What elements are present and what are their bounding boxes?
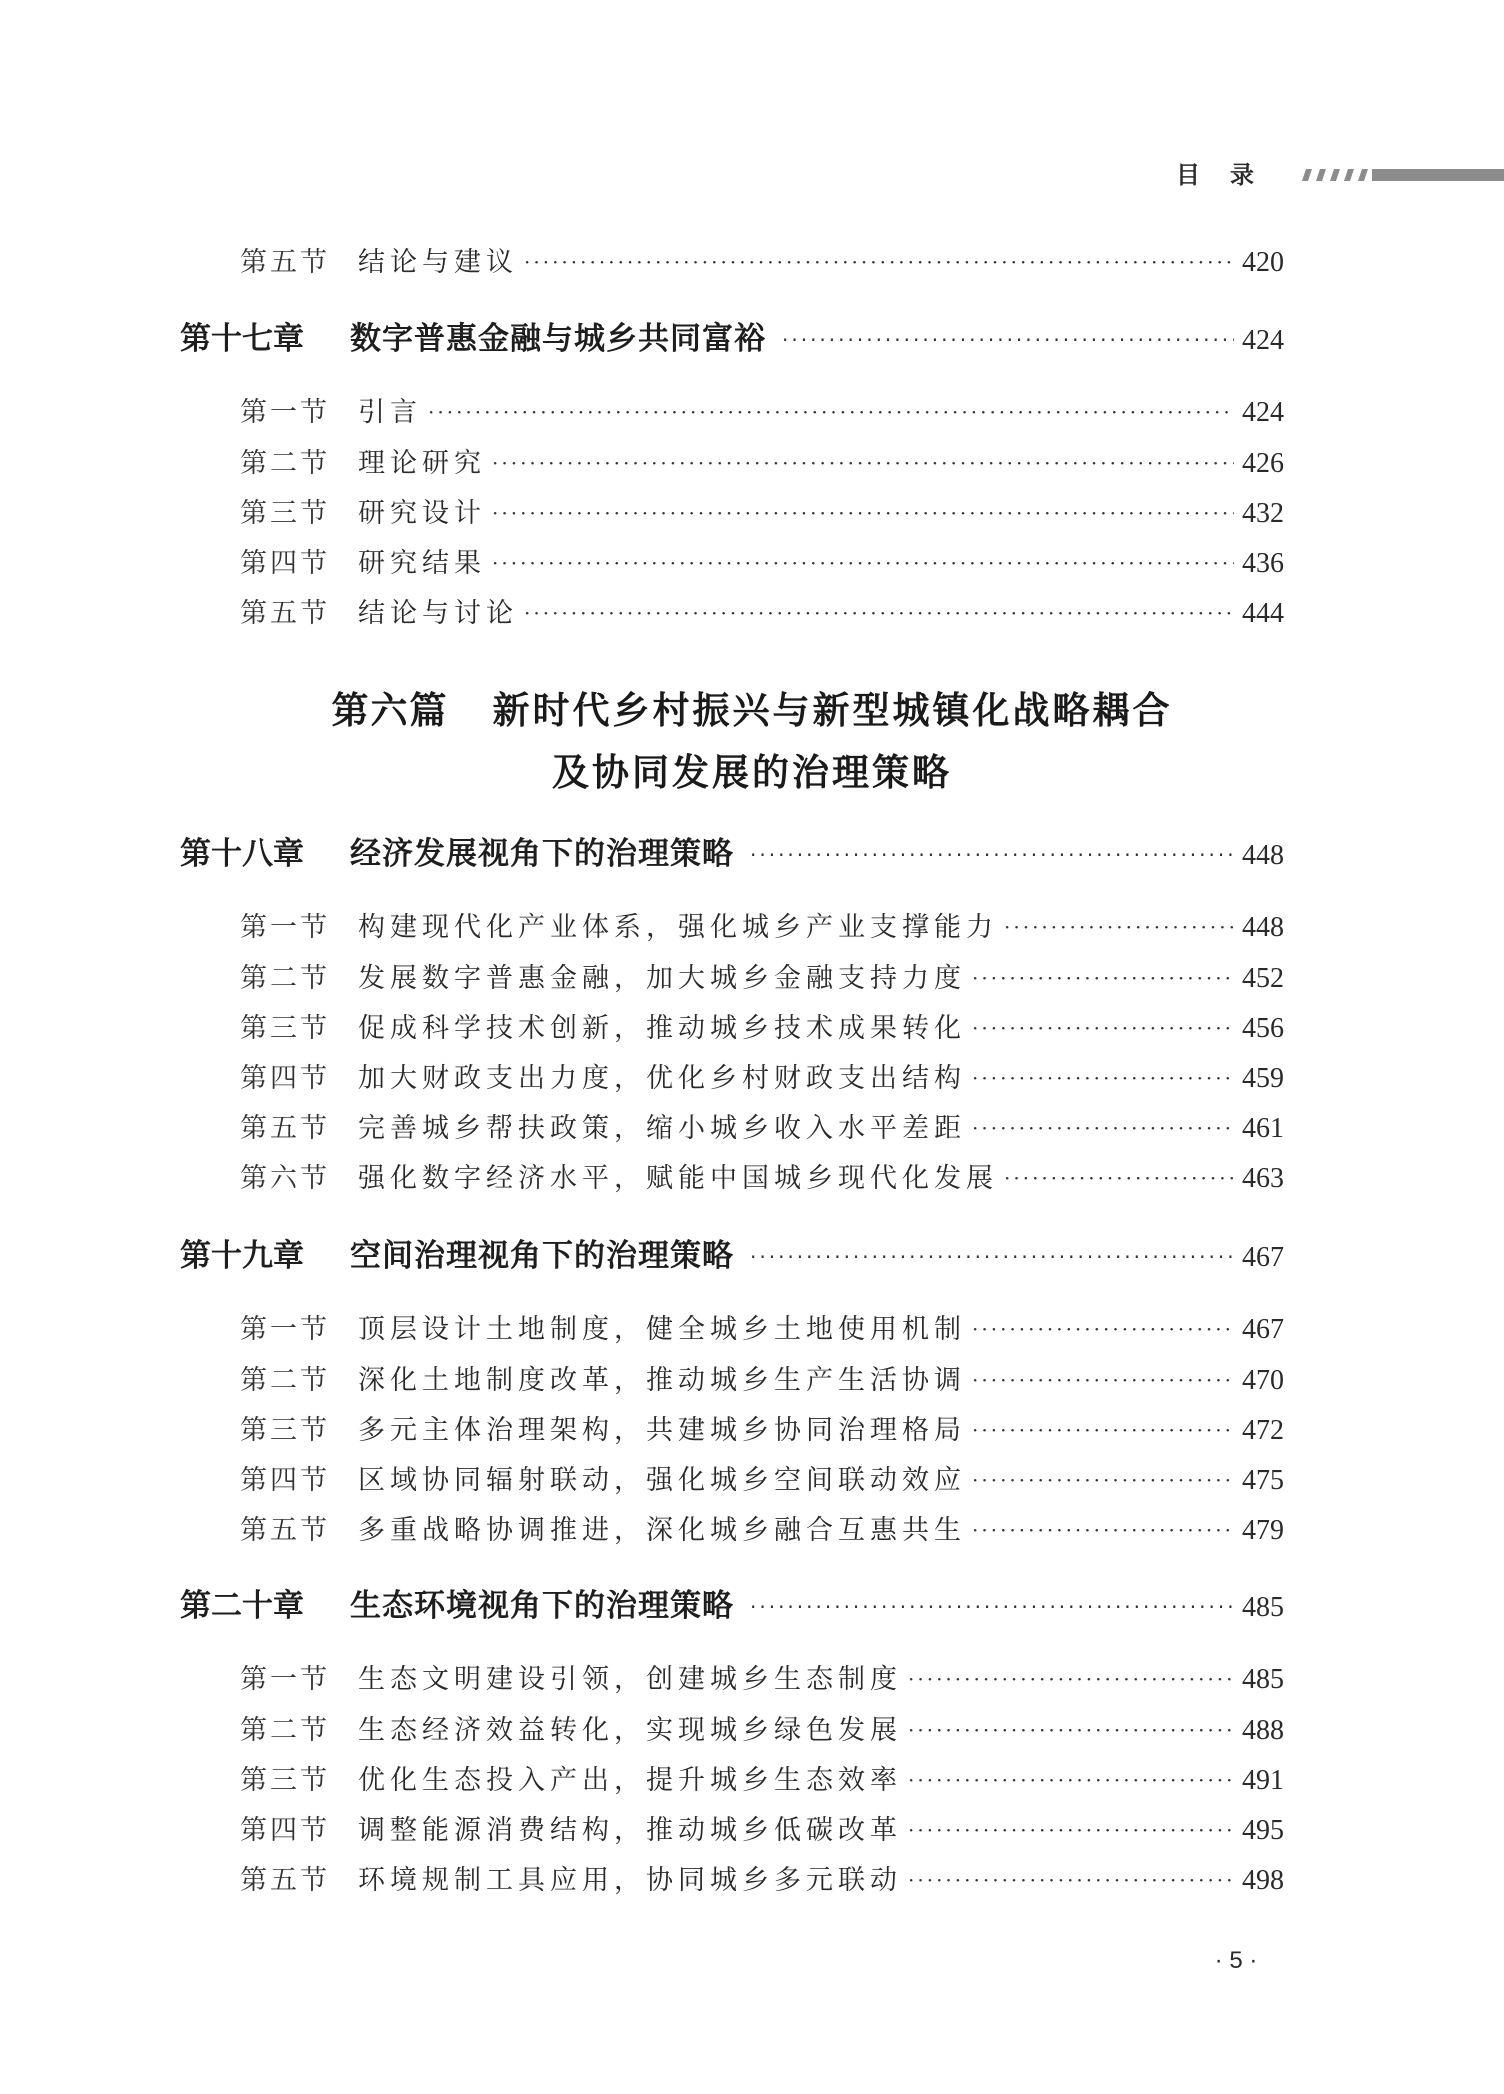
dot-leader (524, 601, 1234, 625)
dot-leader (972, 1368, 1234, 1392)
page-ref: 470 (1242, 1365, 1284, 1396)
section-title: 完善城乡帮扶政策，缩小城乡收入水平差距 (358, 1113, 966, 1144)
section-number: 第二节 (240, 448, 330, 479)
toc-section-row[interactable] (240, 1307, 1284, 1347)
page-ref: 485 (1242, 1592, 1284, 1623)
page-ref: 467 (1242, 1314, 1284, 1345)
chapter-number: 第十九章 (180, 1238, 304, 1274)
section-number: 第三节 (240, 1765, 330, 1796)
toc-section-row[interactable] (240, 905, 1284, 945)
dot-leader (1004, 915, 1234, 939)
section-title: 优化生态投入产出，提升城乡生态效率 (358, 1765, 902, 1796)
page-ref: 456 (1242, 1013, 1284, 1044)
page-ref: 479 (1242, 1515, 1284, 1546)
chapter-number: 第十七章 (180, 321, 304, 357)
dot-leader (972, 1418, 1234, 1442)
page-ref: 448 (1242, 840, 1284, 871)
page-ref: 424 (1242, 397, 1284, 428)
dot-leader (492, 451, 1234, 475)
chapter-title: 生态环境视角下的治理策略 (350, 1588, 734, 1624)
section-title: 顶层设计土地制度，健全城乡土地使用机制 (358, 1314, 966, 1345)
toc-section-row[interactable] (240, 591, 1284, 631)
toc-chapter-row[interactable] (180, 828, 1284, 874)
section-number: 第二节 (240, 1365, 330, 1396)
part-number: 第六篇 (331, 689, 449, 732)
section-number: 第一节 (240, 1314, 330, 1345)
toc-section-row[interactable] (240, 441, 1284, 481)
toc-chapter-row[interactable] (180, 1580, 1284, 1626)
toc-section-row[interactable] (240, 1056, 1284, 1096)
dot-leader (750, 1595, 1234, 1619)
part-heading-line1 (0, 680, 1504, 734)
section-title: 多元主体治理架构，共建城乡协同治理格局 (358, 1415, 966, 1446)
dot-leader (972, 1468, 1234, 1492)
page-ref: 495 (1242, 1815, 1284, 1846)
page-ref: 432 (1242, 498, 1284, 529)
section-title: 区域协同辐射联动，强化城乡空间联动效应 (358, 1465, 966, 1496)
page-ref: 463 (1242, 1163, 1284, 1194)
page-ref: 461 (1242, 1113, 1284, 1144)
section-number: 第三节 (240, 1013, 330, 1044)
section-title: 构建现代化产业体系，强化城乡产业支撑能力 (358, 912, 998, 943)
toc-section-row[interactable] (240, 390, 1284, 430)
section-title: 调整能源消费结构，推动城乡低碳改革 (358, 1815, 902, 1846)
section-title: 促成科学技术创新，推动城乡技术成果转化 (358, 1013, 966, 1044)
page-ref: 452 (1242, 963, 1284, 994)
dot-leader (750, 1245, 1234, 1269)
section-number: 第六节 (240, 1163, 330, 1194)
section-title: 加大财政支出力度，优化乡村财政支出结构 (358, 1063, 966, 1094)
page-ref: 475 (1242, 1465, 1284, 1496)
toc-section-row[interactable] (240, 1657, 1284, 1697)
section-title: 强化数字经济水平，赋能中国城乡现代化发展 (358, 1163, 998, 1194)
section-number: 第一节 (240, 1664, 330, 1695)
page-number: · 5 · (1214, 1947, 1258, 1974)
dot-leader (782, 328, 1234, 352)
toc-section-row[interactable] (240, 541, 1284, 581)
dot-leader (972, 1317, 1234, 1341)
toc-section-row[interactable] (240, 1006, 1284, 1046)
toc-chapter-row[interactable] (180, 1230, 1284, 1276)
dot-leader (972, 1518, 1234, 1542)
section-number: 第五节 (240, 1515, 330, 1546)
page-ref: 472 (1242, 1415, 1284, 1446)
toc-section-row[interactable] (240, 491, 1284, 531)
toc-section-row[interactable] (240, 1408, 1284, 1448)
page-ref: 491 (1242, 1765, 1284, 1796)
toc-section-row[interactable] (240, 1858, 1284, 1898)
section-number: 第一节 (240, 397, 330, 428)
dot-leader (1004, 1166, 1234, 1190)
section-number: 第四节 (240, 548, 330, 579)
dot-leader (492, 551, 1234, 575)
header-title: 目录 (1176, 161, 1284, 189)
section-number: 第二节 (240, 1715, 330, 1746)
toc-section-row[interactable] (240, 1808, 1284, 1848)
section-title: 理论研究 (358, 448, 486, 479)
dot-leader (972, 1066, 1234, 1090)
page-ref: 448 (1242, 912, 1284, 943)
dot-leader (492, 501, 1234, 525)
page-ref: 426 (1242, 448, 1284, 479)
toc-section-row[interactable] (240, 1156, 1284, 1196)
dot-leader (524, 250, 1234, 274)
section-number: 第五节 (240, 247, 330, 278)
toc-section-row[interactable] (240, 240, 1284, 280)
part-title-line2: 及协同发展的治理策略 (552, 751, 952, 794)
section-title: 深化土地制度改革，推动城乡生产生活协调 (358, 1365, 966, 1396)
dot-leader (908, 1667, 1234, 1691)
section-number: 第四节 (240, 1063, 330, 1094)
toc-chapter-row[interactable] (180, 313, 1284, 359)
section-number: 第五节 (240, 1113, 330, 1144)
dot-leader (908, 1818, 1234, 1842)
dot-leader (750, 843, 1234, 867)
toc-section-row[interactable] (240, 1106, 1284, 1146)
dot-leader (972, 1116, 1234, 1140)
page-ref: 436 (1242, 548, 1284, 579)
part-title-line1: 新时代乡村振兴与新型城镇化战略耦合 (492, 689, 1173, 732)
section-number: 第三节 (240, 498, 330, 529)
toc-section-row[interactable] (240, 1758, 1284, 1798)
section-number: 第一节 (240, 912, 330, 943)
dot-leader (428, 400, 1234, 424)
section-title: 生态文明建设引领，创建城乡生态制度 (358, 1664, 902, 1695)
page-ref: 498 (1242, 1865, 1284, 1896)
section-number: 第四节 (240, 1465, 330, 1496)
section-title: 研究结果 (358, 548, 486, 579)
section-title: 结论与讨论 (358, 598, 518, 629)
section-number: 第五节 (240, 598, 330, 629)
chapter-number: 第十八章 (180, 836, 304, 872)
section-title: 结论与建议 (358, 247, 518, 278)
section-title: 环境规制工具应用，协同城乡多元联动 (358, 1865, 902, 1896)
page-ref: 444 (1242, 598, 1284, 629)
chapter-title: 经济发展视角下的治理策略 (350, 836, 734, 872)
dot-leader (908, 1768, 1234, 1792)
section-title: 多重战略协调推进，深化城乡融合互惠共生 (358, 1515, 966, 1546)
page-ref: 485 (1242, 1664, 1284, 1695)
page-ref: 459 (1242, 1063, 1284, 1094)
section-title: 发展数字普惠金融，加大城乡金融支持力度 (358, 963, 966, 994)
chapter-title: 空间治理视角下的治理策略 (350, 1238, 734, 1274)
dot-leader (908, 1718, 1234, 1742)
dot-leader (972, 1016, 1234, 1040)
toc-section-row[interactable] (240, 1508, 1284, 1548)
chapter-title: 数字普惠金融与城乡共同富裕 (350, 321, 766, 357)
section-number: 第四节 (240, 1815, 330, 1846)
section-title: 研究设计 (358, 498, 486, 529)
section-title: 生态经济效益转化，实现城乡绿色发展 (358, 1715, 902, 1746)
section-number: 第五节 (240, 1865, 330, 1896)
toc-section-row[interactable] (240, 1708, 1284, 1748)
page-ref: 467 (1242, 1242, 1284, 1273)
part-heading-line2 (0, 742, 1504, 796)
section-title: 引言 (358, 397, 422, 428)
page-ref: 420 (1242, 247, 1284, 278)
toc-section-row[interactable] (240, 956, 1284, 996)
page-ref: 424 (1242, 325, 1284, 356)
toc-section-row[interactable] (240, 1358, 1284, 1398)
dot-leader (908, 1868, 1234, 1892)
chapter-number: 第二十章 (180, 1588, 304, 1624)
page-ref: 488 (1242, 1715, 1284, 1746)
section-number: 第二节 (240, 963, 330, 994)
section-number: 第三节 (240, 1415, 330, 1446)
dot-leader (972, 966, 1234, 990)
toc-section-row[interactable] (240, 1458, 1284, 1498)
